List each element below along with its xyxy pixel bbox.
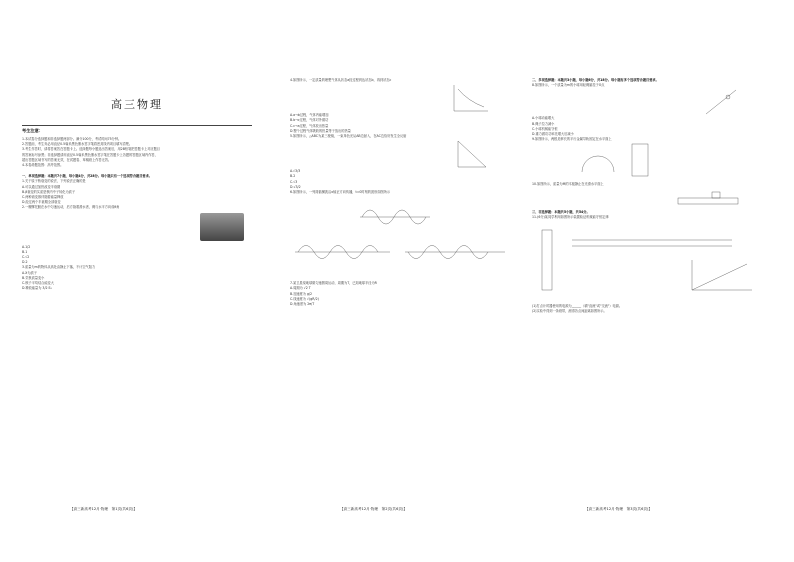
board-diagram xyxy=(672,188,752,208)
question-11: 11.(6分)某同学利用如图所示装置验证机械能守恒定律 xyxy=(532,214,609,219)
column-2 xyxy=(290,78,520,498)
notice-line: 1.本试卷分选择题和非选择题两部分。满分100分，考试时间75分钟。 xyxy=(22,137,122,141)
section1-heading: 一、单项选择题：本题共7小题，每小题4分，共28分。每小题只有一个选项符合题目要求。 xyxy=(22,174,152,179)
option: C.√3 xyxy=(290,179,298,184)
option: C.核子平均结合能变大 xyxy=(22,281,54,286)
magnetic-field-diagram xyxy=(572,142,652,180)
option: B.b→c过程，气体对外做功 xyxy=(290,118,329,123)
option: A.可以通过加热改变半衰期 xyxy=(22,184,61,189)
option: C.小球机械能守恒 xyxy=(532,126,558,131)
option: B.氘核质量变小 xyxy=(22,275,45,280)
option: A.√3/3 xyxy=(290,169,301,174)
option: A.X为质子 xyxy=(22,270,37,275)
question-6: 6.如图所示，一列简谐横波沿x轴正方向传播，t=0时刻的波形如图所示 xyxy=(290,190,391,195)
page-footer-2: 【高三新高考12月·物理 第2页(共6页)】 xyxy=(340,507,407,511)
option: C.线速度为 √(gR/2) xyxy=(290,296,319,301)
option: D.整个过程气体吸收的热量等于放出的热量 xyxy=(290,128,351,133)
option: B.加速度为 g/2 xyxy=(290,291,313,296)
question-10: 10.如图所示，质量为M的木板静止在光滑水平面上 xyxy=(532,182,604,187)
exam-title: 高三物理 xyxy=(111,98,163,111)
column-3 xyxy=(532,78,762,498)
section2-heading: 二、多项选择题：本题共3小题，每小题6分，共18分。每小题有多个选项符合题目要求。 xyxy=(532,78,659,82)
question-5: 5.如图所示，△ABC为某三棱镜，一束单色光从AB边射入，在AC边恰好发生全反射 xyxy=(290,134,407,139)
option: A.小球动能增大 xyxy=(532,116,555,121)
notice-line: 3.考生作答时，请将答案答在答题卡上。选择题每小题选出答案后，用2B铅笔把答题卡上对应题目 xyxy=(22,147,160,152)
option: C.两种衰变都伴随着能量释放 xyxy=(22,195,64,200)
option: D.2 xyxy=(22,260,28,265)
option: D.释放能量为 3/2 E₀ xyxy=(22,286,52,291)
option: D.角速度为 2π/T xyxy=(290,302,315,307)
divider-top xyxy=(22,125,252,126)
question-2: 2.一艘摩托艇在水中匀速运动，后方拖着滑水者，绳与水平方向成θ角 xyxy=(22,205,120,210)
option: B.1 xyxy=(22,249,28,254)
pv-diagram xyxy=(450,83,490,113)
option: D.重力做功功率先增大后减小 xyxy=(532,132,574,137)
notice-line: 超出答题区域书写的答案无效，在试题卷、草稿纸上作答无效。 xyxy=(22,157,112,162)
option: A.1/2 xyxy=(22,244,31,249)
question-3: 3.质量为m的物体从高处由静止下落，不计空气阻力 xyxy=(22,265,96,270)
prism-diagram xyxy=(454,139,490,169)
option: A.a→b过程，气体内能增加 xyxy=(290,113,329,118)
notice-line: 4.本卷命题范围：高考范围。 xyxy=(22,163,64,168)
notice-heading: 考生注意： xyxy=(22,128,43,133)
experiment-apparatus-diagram xyxy=(532,220,762,300)
option: C.√2 xyxy=(22,255,30,260)
section3-heading: 三、非选择题：本题共5小题，共54分。 xyxy=(532,209,590,214)
question-11-part-1: (1)打点计时器使用的电源为______（填"直流"或"交流"）电源。 xyxy=(532,304,623,309)
option: D.√3/2 xyxy=(290,184,301,189)
question-1: 1.关于原子核衰变的说法，下列说法正确的是 xyxy=(22,179,86,184)
pendulum-diagram xyxy=(702,88,742,116)
page-footer-1: 【高三新高考12月·物理 第1页(共6页)】 xyxy=(70,507,137,511)
option: B.2 xyxy=(290,174,296,179)
option: D.经过两个半衰期全部衰变 xyxy=(22,200,61,205)
option: B.绳子拉力减小 xyxy=(532,121,555,126)
notice-line: 2.答题前，考生务必用直径0.5毫米黑色墨水签字笔将密封线内项目填写清楚。 xyxy=(22,142,133,147)
question-9: 9.如图所示，两根足够长的平行金属导轨固定在水平面上 xyxy=(532,137,612,142)
jetski-photo xyxy=(200,213,244,241)
question-7: 7.某卫星绕地球做匀速圆周运动，周期为T，已知地球半径为R xyxy=(290,281,377,286)
notice-line: 的答案标号涂黑；非选择题请用直径0.5毫米黑色墨水签字笔在答题卡上各题的答题区域内作答， xyxy=(22,152,158,157)
option: A.周期为 √2 T xyxy=(290,286,311,291)
option: C.c→a过程，气体放出热量 xyxy=(290,123,329,128)
column-1 xyxy=(22,137,252,557)
option: B.β衰变的实质是核内中子转化为质子 xyxy=(22,189,76,194)
question-8: 8.如图所示，一个质量为m的小球用轻绳悬挂于O点 xyxy=(532,83,605,88)
question-4: 4.如图所示，一定质量的理想气体从状态a经过程到达状态b，再到状态c xyxy=(290,78,392,82)
question-11-part-2: (2)实验中得到一条纸带，测得各点间距离如图所示。 xyxy=(532,309,607,314)
page-footer-3: 【高三新高考12月·物理 第3页(共6页)】 xyxy=(585,507,652,511)
wave-diagrams xyxy=(290,197,510,277)
